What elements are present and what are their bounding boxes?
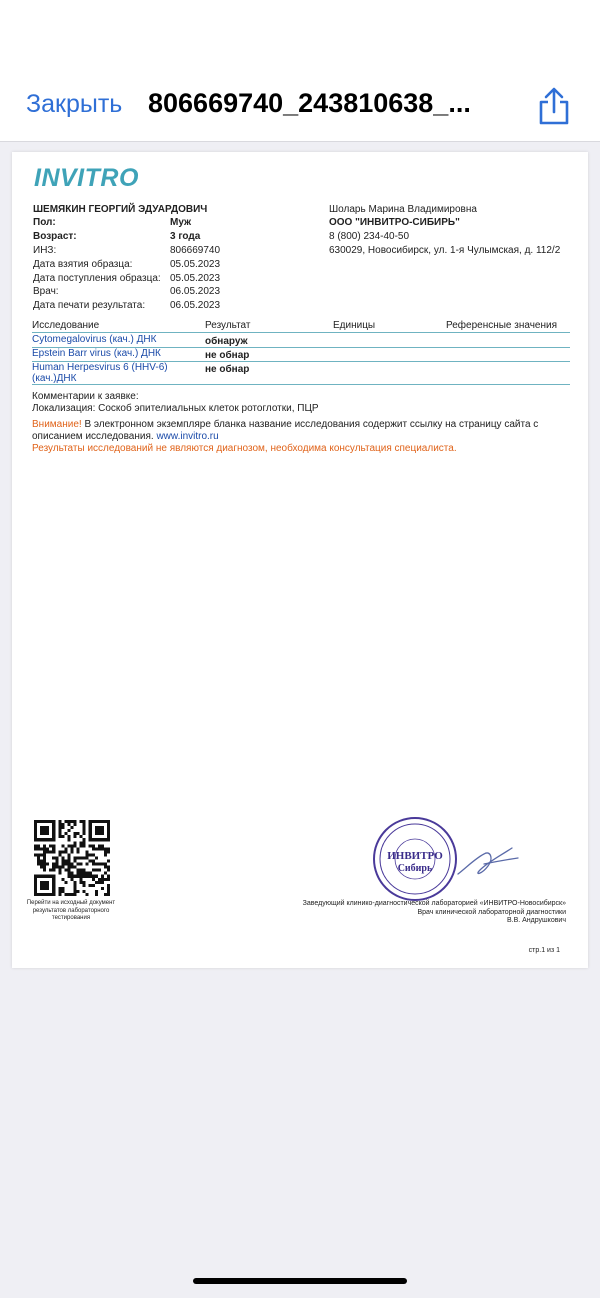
study-link[interactable]: Epstein Barr virus (кач.) ДНК <box>32 348 161 359</box>
inz-label: ИНЗ: <box>33 245 57 256</box>
col-reference: Референсные значения <box>446 320 558 331</box>
col-study: Исследование <box>32 320 100 331</box>
table-row <box>32 348 570 362</box>
comments-block <box>32 391 319 415</box>
doctor-value: 06.05.2023 <box>170 286 221 297</box>
invitro-logo: INVITRO <box>34 164 139 192</box>
comments-text: Локализация: Соскоб эпителиальных клеток ротоглотки, ПЦР <box>32 403 319 414</box>
inz-value: 806669740 <box>170 245 221 256</box>
lab-org: ООО "ИНВИТРО-СИБИРЬ" <box>329 217 460 228</box>
close-button[interactable]: Закрыть <box>26 90 123 118</box>
result-value: обнаруж <box>205 336 248 347</box>
result-value: не обнар <box>205 364 250 375</box>
study-link[interactable]: Cytomegalovirus (кач.) ДНК <box>32 334 157 345</box>
receipt-date-label: Дата поступления образца: <box>33 273 161 284</box>
col-result: Результат <box>205 320 251 331</box>
doctor-label: Врач: <box>33 286 59 297</box>
print-date-label: Дата печати результата: <box>33 300 146 311</box>
lab-contact: Шоларь Марина Владимировна <box>329 204 477 215</box>
warning-text: В электронном экземпляре бланка название исследования содержит ссылку на страницу сайта с описанием исследования. <box>32 419 539 442</box>
lab-address: 630029, Новосибирск, ул. 1-я Чулымская, д. 112/2 <box>329 245 561 256</box>
receipt-date-value: 05.05.2023 <box>170 273 221 284</box>
patient-name: ШЕМЯКИН ГЕОРГИЙ ЭДУАРДОВИЧ <box>33 204 208 215</box>
disclaimer-text: Результаты исследований не являются диагнозом, необходима консультация специалиста. <box>32 443 457 454</box>
home-indicator[interactable] <box>193 1278 407 1284</box>
qr-caption: Перейти на исходный документ результатов лабораторного тестирования <box>26 900 116 921</box>
signatory-block <box>303 900 566 926</box>
navigation-bar <box>0 0 600 142</box>
print-date-value: 06.05.2023 <box>170 300 221 311</box>
comments-label: Комментарии к заявке: <box>32 391 139 402</box>
stamp-text-sub: Сибирь <box>397 863 433 874</box>
page-number: стр.1 из 1 <box>528 947 560 954</box>
result-value: не обнар <box>205 350 250 361</box>
lab-phone: 8 (800) 234-40-50 <box>329 231 410 242</box>
lab-stamp <box>372 816 458 902</box>
table-row <box>32 334 570 348</box>
stamp-text-main: ИНВИТРО <box>387 850 443 862</box>
signatory-line-3: В.В. Андрушкович <box>506 917 566 924</box>
sex-value: Муж <box>170 217 192 228</box>
qr-code[interactable] <box>34 820 110 896</box>
document-title: 806669740_243810638_... <box>148 88 471 118</box>
signatory-line-1: Заведующий клинико-диагностической лабораторией «ИНВИТРО-Новосибирск» <box>302 900 566 907</box>
study-link[interactable]: Human Herpesvirus 6 (HHV-6) (кач.)ДНК <box>32 362 168 384</box>
signatory-line-2: Врач клинической лабораторной диагностики <box>417 908 566 916</box>
warning-block <box>32 419 577 443</box>
sample-date-value: 05.05.2023 <box>170 259 221 270</box>
share-icon[interactable] <box>536 86 572 126</box>
results-table-header <box>32 320 570 333</box>
age-value: 3 года <box>170 231 201 242</box>
col-units: Единицы <box>333 320 376 331</box>
table-row <box>32 362 570 385</box>
invitro-site-link[interactable]: www.invitro.ru <box>156 431 219 442</box>
warning-prefix: Внимание! <box>32 419 82 430</box>
signature <box>454 836 524 886</box>
document-page <box>12 152 588 968</box>
sample-date-label: Дата взятия образца: <box>33 259 133 270</box>
age-label: Возраст: <box>33 231 77 242</box>
sex-label: Пол: <box>33 217 56 228</box>
